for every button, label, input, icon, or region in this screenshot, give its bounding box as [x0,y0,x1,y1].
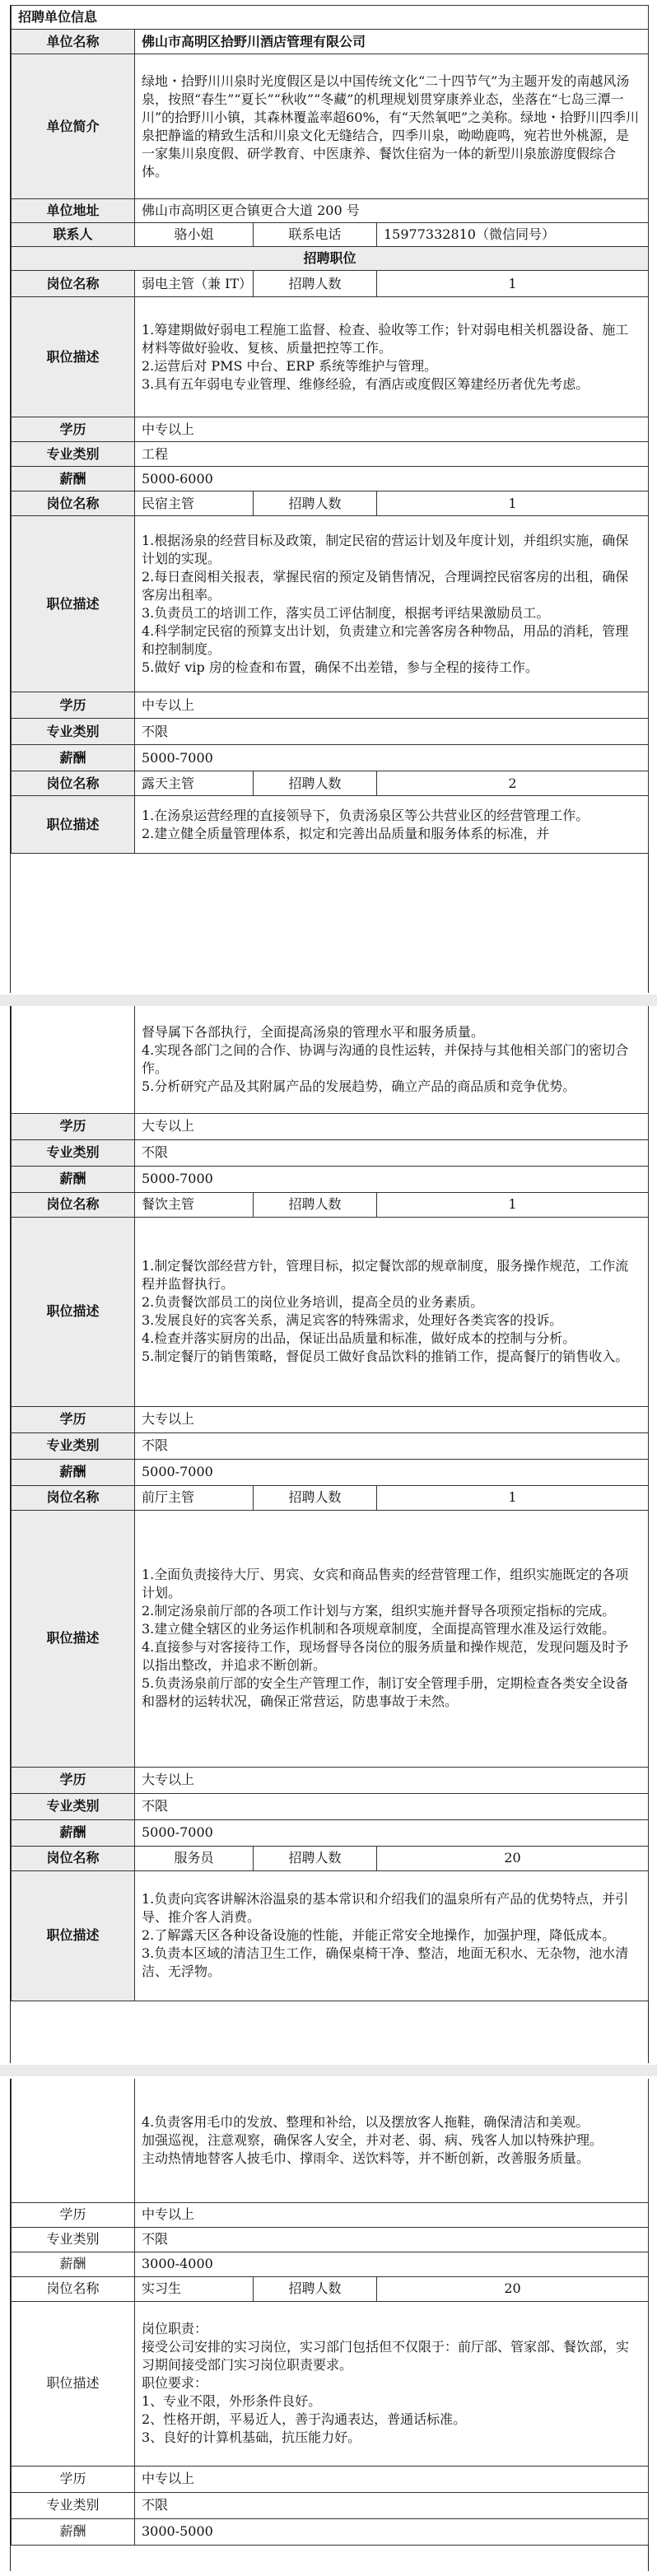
recruit-table-1 [11,5,649,854]
desc-line: 职位要求： [142,2375,208,2391]
salary-label: 薪酬 [12,1819,135,1846]
page-gap [0,2065,657,2076]
desc-continued [12,1006,135,1113]
desc-line: 1.全面负责接待大厅、男宾、女宾和商品售卖的经营管理工作，组织实施既定的各项计划。 [142,1567,629,1600]
page-gap [0,995,657,1006]
desc-line: 4.检查并落实厨房的出品，保证出品质量和标准，做好成本的控制与分析。 [142,1330,576,1346]
desc-line: 5.分析研究产品及其附属产品的发展趋势，确立产品的商品质和竞争优势。 [142,1078,576,1094]
post-label: 岗位名称 [12,271,135,297]
count-label: 招聘人数 [254,1192,377,1217]
desc-line: 5.负责汤泉前厅部的安全生产管理工作，制订安全管理手册，定期检查各类安全设备和器材的运转状况，确保正常营运，防患事故于未然。 [142,1675,629,1709]
major-label: 专业类别 [12,719,135,745]
desc-line: 2.负责餐饮部员工的岗位业务培训，提高全员的业务素质。 [142,1294,484,1310]
major-label: 专业类别 [12,1432,135,1459]
major-value: 工程 [135,442,649,467]
post-label: 岗位名称 [12,1192,135,1217]
edu-label: 学历 [12,1113,135,1139]
salary-label: 薪酬 [12,1166,135,1192]
salary-value: 5000-7000 [135,1459,649,1485]
major-value: 不限 [135,1432,649,1459]
desc-line: 2.制定汤泉前厅部的各项工作计划与方案，组织实施并督导各项预定指标的完成。 [142,1603,616,1619]
post-label: 岗位名称 [12,1485,135,1510]
edu-label: 学历 [12,1767,135,1793]
edu-value: 中专以上 [135,2466,649,2492]
desc-line: 2.每日查阅相关报表，掌握民宿的预定及销售情况，合理调控民宿客房的出租，确保客房出租率。 [142,568,629,603]
desc-line: 3、良好的计算机基础，抗压能力好。 [142,2429,361,2445]
post-name: 餐饮主管 [135,1192,254,1217]
edu-value: 中专以上 [135,692,649,719]
major-value: 不限 [135,2227,649,2252]
desc-line: 2.建立健全质量管理体系，拟定和完善出品质量和服务体系的标准，并 [142,825,550,841]
post-desc [135,2301,649,2466]
post-desc [135,796,649,854]
desc-line: 主动热情地替客人披毛巾、撑雨伞、送饮料等，并不断创新，改善服务质量。 [142,2150,590,2166]
desc-line: 2.了解露天区各种设备设施的性能，并能正常安全地操作，加强护理，降低成本。 [142,1927,616,1943]
desc-line: 4.负责客用毛巾的发放、整理和补给，以及摆放客人拖鞋，确保清洁和美观。 [142,2113,589,2130]
salary-value: 5000-7000 [135,745,649,771]
desc-line: 3.建立健全辖区的业务运作机制和各项规章制度，全面提高管理水准及运行效能。 [142,1621,616,1637]
salary-value: 5000-7000 [135,1819,649,1846]
desc-line: 接受公司安排的实习岗位，实习部门包括但不仅限于：前厅部、管家部、餐饮部，实习期间接受部门实习岗位职责要求。 [142,2339,630,2373]
post-name: 前厅主管 [135,1485,254,1510]
desc-line: 4.科学制定民宿的预算支出计划，负责建立和完善客房各种物品，用品的消耗，管理和控制制度。 [142,622,629,657]
desc-label: 职位描述 [12,796,135,854]
salary-value: 5000-7000 [135,1166,649,1192]
salary-value: 5000-6000 [135,467,649,491]
post-label: 岗位名称 [12,491,135,516]
count-label: 招聘人数 [254,1485,377,1510]
intro-label: 单位简介 [12,54,135,199]
post-desc [135,516,649,692]
desc-label: 职位描述 [12,297,135,417]
company-intro: 绿地・拾野川川泉时光度假区是以中国传统文化“二十四节气”为主题开发的南越风汤泉，按照“春生”“夏长”“秋收”“冬藏”的机理规划贯穿康养业态，坐落在“七岛三潭一川”的拾野川小镇，其森林覆盖率超60%，有“天然氧吧”之美称。绿地・拾野川四季川泉把静谧的精致生活和川泉文化无缝结合，四季川泉，呦呦鹿鸣，宛若世外桃源，是一家集川泉度假、研学教育、中医康养、餐饮住宿为一体的新型川泉旅游度假综合体。 [135,54,649,199]
phone-label: 联系电话 [254,223,377,247]
recruit-table-2 [11,1006,649,2001]
desc-line: 1.在汤泉运营经理的直接领导下，负责汤泉区等公共营业区的经营管理工作。 [142,807,589,823]
salary-label: 薪酬 [12,2518,135,2545]
post-label: 岗位名称 [12,1846,135,1870]
salary-value: 3000-5000 [135,2518,649,2545]
desc-label: 职位描述 [12,1870,135,2001]
desc-line: 5.做好 vip 房的检查和布置，确保不出差错，参与全程的接待工作。 [142,659,538,675]
desc-line: 5.制定餐厅的销售策略，督促员工做好食品饮料的推销工作，提高餐厅的销售收入。 [142,1349,629,1364]
count-label: 招聘人数 [254,491,377,516]
major-label: 专业类别 [12,2492,135,2518]
address-label: 单位地址 [12,199,135,223]
post-count: 20 [377,1846,649,1870]
desc-line: 4.直接参与对客接待工作，现场督导各岗位的服务质量和操作规范，发现问题及时予以指出整改，并追求不断创新。 [142,1639,629,1673]
salary-label: 薪酬 [12,2252,135,2276]
desc-line: 1.负责向宾客讲解沐浴温泉的基本常识和介绍我们的温泉所有产品的优势特点，并引导、推介客人消费。 [142,1891,629,1925]
post-name: 服务员 [135,1846,254,1870]
desc-line: 2、性格开朗，平易近人，善于沟通表达，普通话标准。 [142,2411,467,2427]
desc-line: 1.筹建期做好弱电工程施工监督、检查、验收等工作；针对弱电相关机器设备、施工材料等做好验收、复核、质量把控等工作。 [142,321,629,356]
salary-value: 3000-4000 [135,2252,649,2276]
desc-line: 3.负责本区域的清洁卫生工作，确保桌椅干净、整洁，地面无积水、无杂物，池水清洁、无浮物。 [142,1945,629,1979]
salary-label: 薪酬 [12,745,135,771]
sheet-1 [10,5,649,993]
sheet-2 [10,1006,649,2063]
edu-value: 大专以上 [135,1767,649,1793]
desc-line: 3.具有五年弱电专业管理、维修经验，有酒店或度假区筹建经历者优先考虑。 [142,375,589,392]
edu-label: 学历 [12,692,135,719]
salary-label: 薪酬 [12,467,135,491]
count-label: 招聘人数 [254,1846,377,1870]
post-label: 岗位名称 [12,2276,135,2301]
count-label: 招聘人数 [254,2276,377,2301]
post-desc [135,2079,649,2202]
post-label: 岗位名称 [12,771,135,796]
desc-label: 职位描述 [12,1510,135,1767]
desc-continued [12,2079,135,2202]
post-count: 2 [377,771,649,796]
major-label: 专业类别 [12,442,135,467]
desc-label: 职位描述 [12,2301,135,2466]
contact-person: 骆小姐 [135,223,254,247]
desc-line: 1.制定餐饮部经营方针，管理目标，拟定餐饮部的规章制度，服务操作规范，工作流程并监督执行。 [142,1258,629,1292]
edu-value: 中专以上 [135,417,649,442]
desc-line: 加强巡视，注意观察，确保客人安全，并对老、弱、病、残客人加以特殊护理。 [142,2131,603,2148]
contact-label: 联系人 [12,223,135,247]
major-label: 专业类别 [12,1139,135,1166]
count-label: 招聘人数 [254,771,377,796]
post-desc [135,1870,649,2001]
salary-label: 薪酬 [12,1459,135,1485]
post-count: 1 [377,491,649,516]
post-name: 弱电主管（兼 IT） [135,271,254,297]
edu-label: 学历 [12,417,135,442]
edu-label: 学历 [12,1406,135,1432]
desc-line: 3.负责员工的培训工作，落实员工评估制度，根据考评结果激励员工。 [142,604,550,621]
post-count: 1 [377,1192,649,1217]
post-name: 民宿主管 [135,491,254,516]
post-desc [135,297,649,417]
desc-line: 1、专业不限，外形条件良好。 [142,2393,322,2409]
post-name: 露天主管 [135,771,254,796]
company-name: 佛山市高明区拾野川酒店管理有限公司 [135,30,649,54]
edu-label: 学历 [12,2202,135,2227]
major-label: 专业类别 [12,2227,135,2252]
post-count: 20 [377,2276,649,2301]
contact-phone: 15977332810（微信同号） [377,223,649,247]
edu-label: 学历 [12,2466,135,2492]
table-title: 招聘单位信息 [12,6,649,30]
desc-label: 职位描述 [12,516,135,692]
section-title: 招聘职位 [12,247,649,271]
sheet-3 [10,2079,649,2571]
major-value: 不限 [135,2492,649,2518]
edu-value: 大专以上 [135,1113,649,1139]
post-desc [135,1510,649,1767]
desc-label: 职位描述 [12,1217,135,1406]
major-value: 不限 [135,1139,649,1166]
edu-value: 大专以上 [135,1406,649,1432]
desc-line: 4.实现各部门之间的合作、协调与沟通的良性运转，并保持与其他相关部门的密切合作。 [142,1041,629,1076]
major-value: 不限 [135,719,649,745]
post-desc [135,1217,649,1406]
recruit-table-3 [11,2079,649,2546]
desc-line: 岗位职责： [142,2321,208,2336]
post-count: 1 [377,271,649,297]
post-count: 1 [377,1485,649,1510]
company-label: 单位名称 [12,30,135,54]
company-address: 佛山市高明区更合镇更合大道 200 号 [135,199,649,223]
edu-value: 中专以上 [135,2202,649,2227]
desc-line: 2.运营后对 PMS 中台、ERP 系统等维护与管理。 [142,357,438,374]
desc-line: 1.根据汤泉的经营目标及政策，制定民宿的营运计划及年度计划，并组织实施，确保计划的实现。 [142,532,629,566]
major-value: 不限 [135,1793,649,1819]
desc-line: 3.发展良好的宾客关系，满足宾客的特殊需求，处理好各类宾客的投诉。 [142,1312,563,1328]
post-name: 实习生 [135,2276,254,2301]
count-label: 招聘人数 [254,271,377,297]
major-label: 专业类别 [12,1793,135,1819]
post-desc [135,1006,649,1113]
desc-line: 督导属下各部执行，全面提高汤泉的管理水平和服务质量。 [142,1023,485,1040]
